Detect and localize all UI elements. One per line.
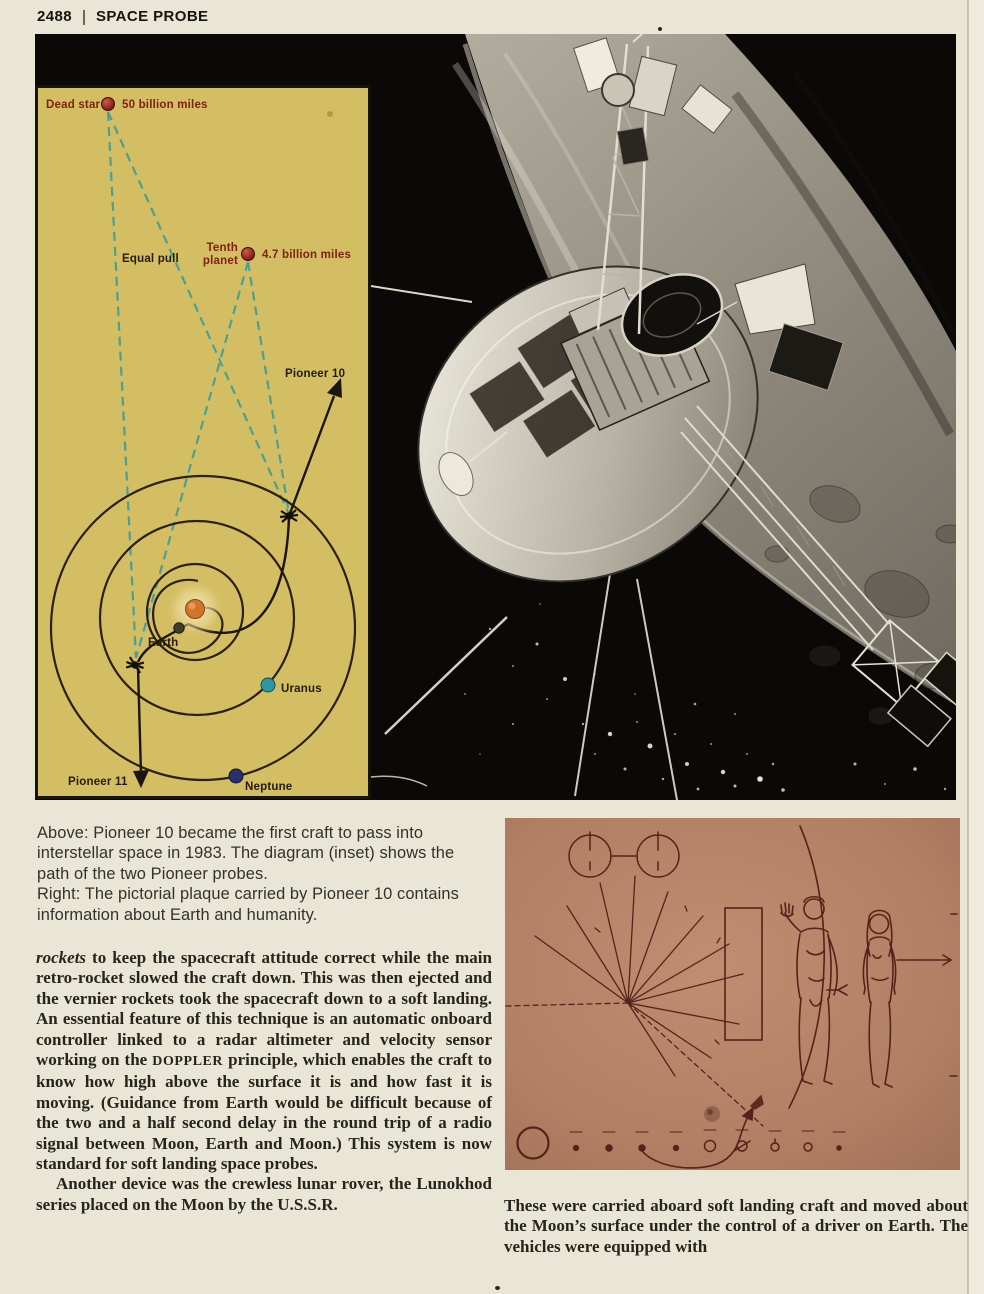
page-crease-line <box>967 0 969 1294</box>
page-edge-strip <box>969 0 984 1294</box>
article-paragraph-2: Another device was the crewless lunar rover, the Lunokhod series placed on the Moon by the U.S.S.R. <box>36 1174 492 1214</box>
neptune-label: Neptune <box>245 781 293 793</box>
neptune-dot <box>229 769 243 783</box>
caption-above: Above: Pioneer 10 became the first craft to pass into interstellar space in 1983. The diagram (inset) shows the path of the two Pioneer probes. <box>37 824 455 883</box>
plaque-blemish-core <box>707 1109 713 1115</box>
tenth-planet-label-line2: planet <box>202 255 238 267</box>
earth-dot <box>174 623 184 633</box>
pioneer-10-label: Pioneer 10 <box>285 368 346 380</box>
article-left-column <box>36 948 492 1215</box>
trajectory-inset-art <box>38 88 368 796</box>
header-divider <box>83 10 85 25</box>
figure-captions <box>37 823 490 925</box>
page-section-title: SPACE PROBE <box>95 8 209 25</box>
caption-right: Right: The pictorial plaque carried by Pioneer 10 contains information about Earth and humanity. <box>37 885 459 924</box>
tenth-planet-label-line1: Tenth <box>206 242 238 254</box>
pioneer11-arrowhead <box>133 770 149 788</box>
article-paragraph-1 <box>36 948 492 1174</box>
tenth-planet-dot <box>242 248 255 261</box>
equal-pull-label: Equal pull <box>122 253 179 265</box>
dead-star-label: Dead star <box>46 99 101 111</box>
ink-speck-top <box>658 27 662 31</box>
article-p1-body-a: to keep the spacecraft attitude correct while the main retro-rocket slowed the craft down. This was then ejected and the vernier rockets took the spacecraft down to a soft landing. An essential feature of this technique is an automatic onboard controller linked to a radar altimeter and velocity sensor working on the <box>36 948 492 1070</box>
sun-highlight <box>189 603 196 610</box>
pioneer-spacecraft-photo <box>35 34 956 800</box>
article-p1-italic-lead: rockets <box>36 948 87 967</box>
ink-speck-bottom <box>495 1286 500 1290</box>
paper-freckle <box>327 111 333 117</box>
pioneer-plaque-figure <box>505 818 960 1170</box>
gravity-dashed-lines <box>108 112 289 658</box>
pioneer-11-label: Pioneer 11 <box>68 776 128 788</box>
page-number: 2488 <box>37 8 72 25</box>
article-p1-body-b: principle, which enables the craft to know how high above the surface it is and how fast it is moving. (Guidance from Earth would be difficult because of the two and a half second delay in the round trip of a radio signal between Moon, Earth and Moon.) This system is now standard for soft landing space probes. <box>36 1050 492 1174</box>
dead-star-distance-label: 50 billion miles <box>122 99 208 111</box>
article-right-column <box>504 1196 968 1257</box>
right-column-paragraph: These were carried aboard soft landing craft and moved about the Moon’s surface under the control of a driver on Earth. The vehicles were equipped with <box>504 1196 968 1256</box>
tenth-planet-distance-label: 4.7 billion miles <box>262 249 352 261</box>
pioneer10-arrowhead <box>327 378 342 398</box>
pioneer11-craft-icon <box>124 656 145 674</box>
pioneer-plaque-art <box>505 818 960 1170</box>
article-p1-doppler-smallcaps: DOPPLER <box>152 1054 224 1070</box>
dead-star-dot <box>102 98 115 111</box>
trajectory-inset-diagram <box>35 85 371 799</box>
earth-label: Earth <box>148 637 179 649</box>
uranus-dot <box>261 678 275 692</box>
sun-dot <box>186 600 205 619</box>
uranus-label: Uranus <box>281 683 322 695</box>
page-header <box>37 7 208 27</box>
